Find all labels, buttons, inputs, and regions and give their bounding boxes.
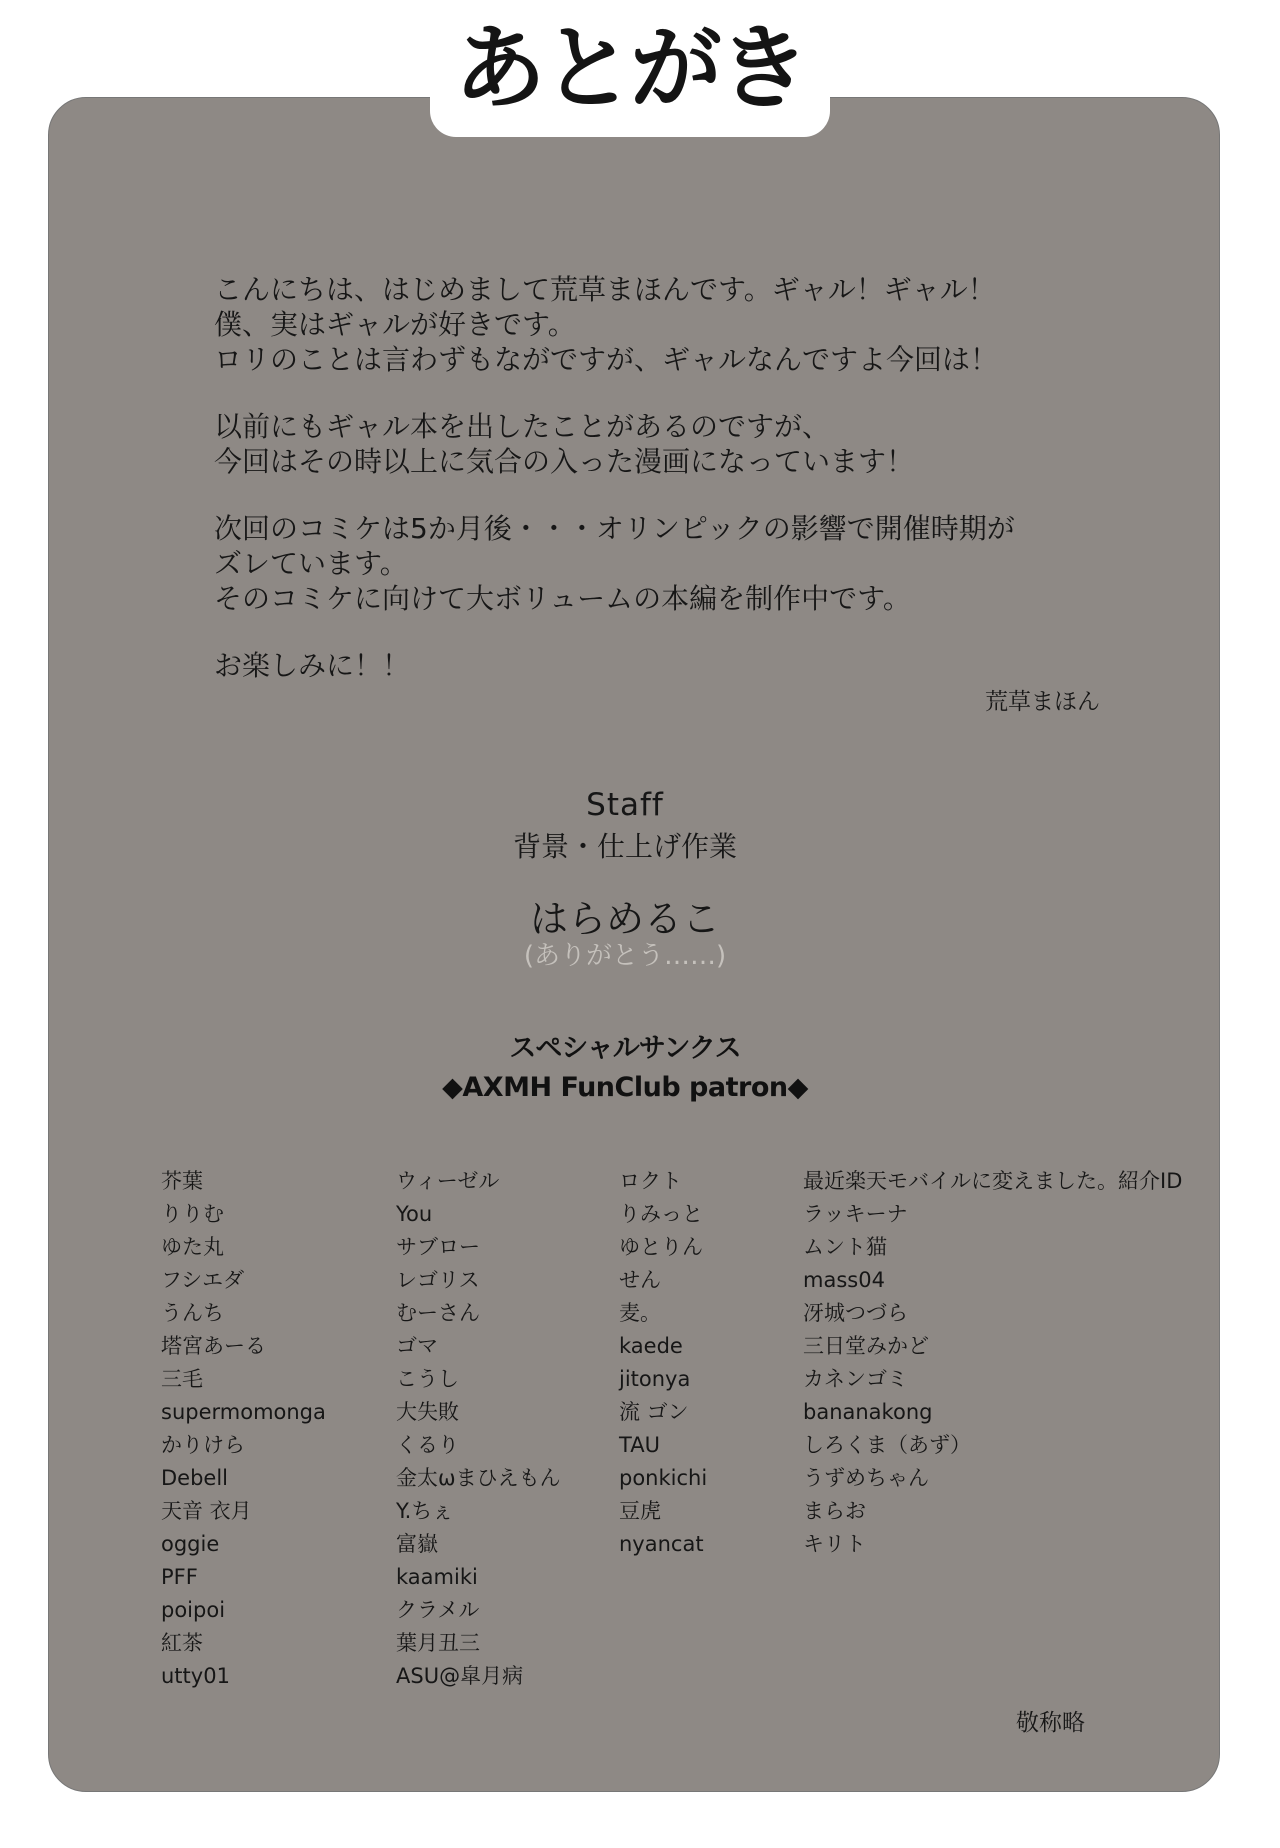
patron-name: うずめちゃん [803,1466,929,1490]
afterword-message [214,272,1134,715]
patron-name: くるり [396,1433,459,1457]
patron-name: 三毛 [161,1367,203,1391]
patron-name: 芥葉 [161,1169,203,1193]
patron-name: 最近楽天モバイルに変えました。紹介ID [803,1169,1183,1193]
patron-name: かりけら [161,1433,245,1457]
patron-name: bananakong [803,1400,933,1424]
message-line: こんにちは、はじめまして荒草まほんです。ギャル！ギャル！ [214,273,996,306]
patron-name: まらお [803,1499,866,1523]
patron-name: PFF [161,1565,198,1589]
patron-heading: ◆AXMH FunClub patron◆ [442,1072,808,1103]
patron-name: 豆虎 [619,1499,661,1523]
patron-name: 天音 衣月 [161,1499,252,1523]
message-line: ロリのことは言わずもながですが、ギャルなんですよ今回は！ [214,343,999,376]
message-paragraph [214,272,1134,377]
patron-name: 金太ωまひえもん [396,1466,561,1490]
patron-name: 富嶽 [396,1532,438,1556]
patron-name: ムント猫 [803,1235,887,1259]
patron-column-1 [161,1165,326,1693]
patron-name: TAU [619,1433,660,1457]
patron-name: kaede [619,1334,683,1358]
message-line: 僕、実はギャルが好きです。 [214,308,576,341]
patron-name: ロクト [619,1169,682,1193]
message-line: お楽しみに！！ [214,649,411,682]
patron-name: 大失敗 [396,1400,459,1424]
patron-name: サブロー [396,1235,480,1259]
patron-column-3 [619,1165,707,1561]
patron-name: 塔宮あーる [161,1334,266,1358]
message-paragraph [214,648,1134,683]
patron-name: nyancat [619,1532,704,1556]
patron-name: レゴリス [396,1268,480,1292]
patron-name: supermomonga [161,1400,326,1424]
message-line: 次回のコミケは5か月後・・・オリンピックの影響で開催時期が [214,512,1015,545]
patron-name: りりむ [161,1202,224,1226]
patron-name: utty01 [161,1664,230,1688]
message-line: そのコミケに向けて大ボリュームの本編を制作中です。 [214,582,911,615]
patron-name: しろくま（あず） [803,1433,971,1457]
patron-name: むーさん [396,1301,480,1325]
patron-name: 冴城つづら [803,1301,908,1325]
patron-name: ゆとりん [619,1235,703,1259]
patron-name: うんち [161,1301,224,1325]
patron-name: 流 ゴン [619,1400,689,1424]
message-line: 今回はその時以上に気合の入った漫画になっています！ [214,445,915,478]
patron-name: ponkichi [619,1466,708,1490]
message-paragraph [214,409,1134,479]
message-line: ズレています。 [214,547,408,580]
page-title: あとがき [453,15,806,122]
message-line: 以前にもギャル本を出したことがあるのですが、 [214,410,831,443]
special-thanks-heading: スペシャルサンクス [509,1033,741,1064]
patron-name: 麦。 [619,1301,661,1325]
patron-name: カネンゴミ [803,1367,908,1391]
patron-column-4 [803,1165,1182,1561]
patron-name: 三日堂みかど [803,1334,929,1358]
patron-name: Y.ちぇ [396,1499,454,1523]
patron-name: りみっと [619,1202,703,1226]
staff-label: Staff [586,787,664,823]
patron-name: mass04 [803,1268,885,1292]
patron-name: せん [619,1268,661,1292]
patron-name: jitonya [619,1367,691,1391]
message-paragraph [214,511,1134,616]
staff-role: 背景・仕上げ作業 [512,830,737,863]
patron-name: フシエダ [161,1268,245,1292]
honorifics-omitted-note: 敬称略 [1016,1710,1085,1736]
patron-name: 葉月丑三 [396,1631,480,1655]
patron-name: You [396,1202,433,1226]
patron-name: 紅茶 [161,1631,203,1655]
staff-name: はらめるこ [529,897,720,941]
patron-name: ラッキーナ [803,1202,908,1226]
patron-name: ゆた丸 [161,1235,224,1259]
patron-name: kaamiki [396,1565,478,1589]
patron-name: oggie [161,1532,220,1556]
patron-name: Debell [161,1466,229,1490]
author-signature: 荒草まほん [985,689,1100,715]
patron-name: ゴマ [396,1334,438,1358]
patron-name: キリト [803,1532,866,1556]
staff-thanks-note: (ありがとう……) [523,941,727,971]
patron-name: クラメル [396,1598,480,1622]
patron-name: ウィーゼル [396,1169,500,1193]
patron-name: こうし [396,1367,459,1391]
patron-name: poipoi [161,1598,226,1622]
patron-name: ASU@皐月病 [396,1664,524,1688]
patron-column-2 [396,1165,561,1693]
